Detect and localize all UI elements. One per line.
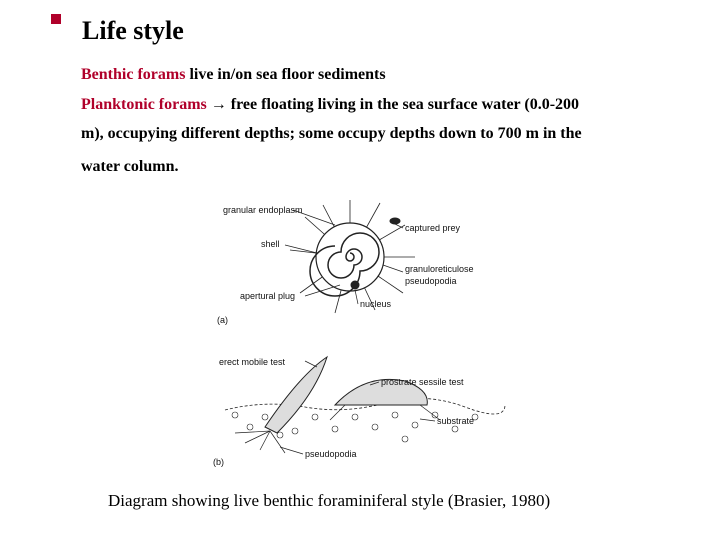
benthic-term: Benthic forams (81, 66, 186, 83)
figure-caption: Diagram showing live benthic foraminiferal style (Brasier, 1980) (108, 491, 551, 510)
planktonic-line-2: m), occupying different depths; some occupy depths down to 700 m in the (81, 125, 582, 142)
benthic-text: live in/on sea floor sediments (185, 66, 386, 83)
panel-a-drawing (290, 200, 415, 313)
label-pseudopodia-a: pseudopodia (405, 276, 457, 286)
planktonic-term: Planktonic forams (81, 96, 207, 113)
arrow-icon: → (210, 96, 227, 113)
bullet-marker (51, 14, 61, 24)
planktonic-line-3: water column. (81, 158, 179, 175)
slide-title: Life style (82, 16, 184, 45)
label-substrate: substrate (437, 416, 475, 426)
label-shell: shell (261, 239, 280, 249)
label-panel-b: (b) (213, 457, 224, 467)
label-captured-prey: captured prey (405, 223, 461, 233)
foraminifera-diagram (205, 195, 515, 470)
label-apertural-plug: apertural plug (240, 291, 296, 301)
benthic-line (81, 66, 386, 84)
label-granuloreticulose: granuloreticulose (405, 264, 474, 274)
label-granular-endoplasm: granular endoplasm (223, 205, 303, 215)
planktonic-line-1 (81, 96, 579, 114)
label-nucleus: nucleus (360, 299, 392, 309)
panel-b-drawing (225, 357, 505, 453)
label-prostrate-sessile-test: prostrate sessile test (381, 377, 464, 387)
label-erect-mobile-test: erect mobile test (219, 357, 286, 367)
planktonic-text-1: free floating living in the sea surface water (0.0-200 (226, 96, 580, 113)
label-pseudopodia-b: pseudopodia (305, 449, 357, 459)
label-panel-a: (a) (217, 315, 228, 325)
